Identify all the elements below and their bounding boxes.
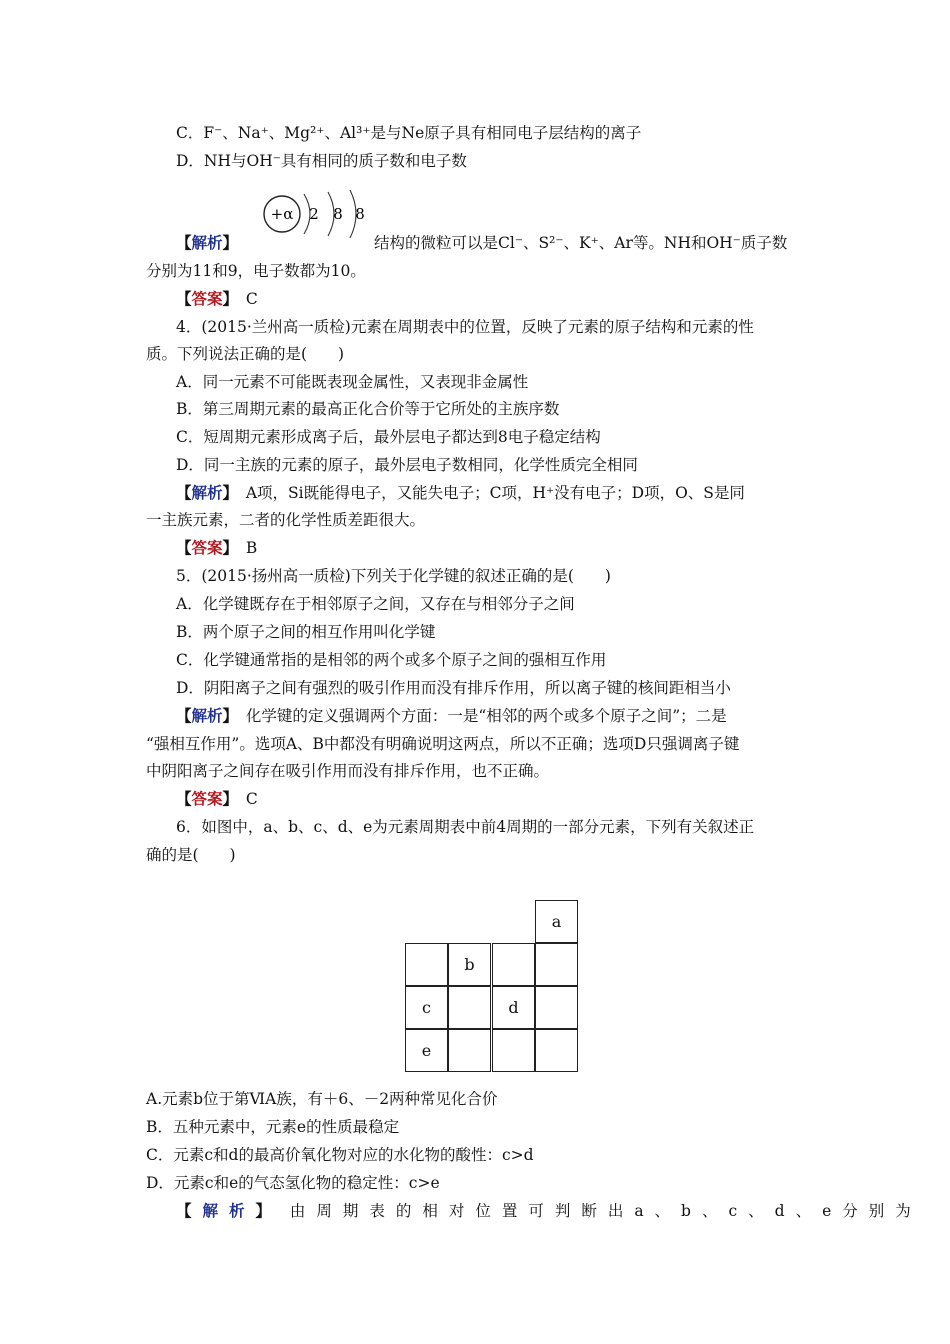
q5-option-c: C．化学键通常指的是相邻的两个或多个原子之间的强相互作用: [176, 651, 607, 669]
q4-analysis: 【解析】 A项，Si既能得电子，又能失电子；C项，H⁺没有电子；D项，O、S是同: [176, 483, 745, 502]
q4-stem-2: 质。下列说法正确的是( ): [146, 345, 345, 363]
q6-option-a: A.元素b位于第ⅥA族，有＋6、－2两种常见化合价: [146, 1090, 498, 1108]
q4-analysis-text-2: 一主族元素，二者的化学性质差距很大。: [146, 511, 426, 529]
q4-option-a: A．同一元素不可能既表现金属性，又表现非金属性: [176, 373, 529, 391]
q4-stem: 4．(2015·兰州高一质检)元素在周期表中的位置，反映了元素的原子结构和元素的性: [176, 318, 754, 336]
cell-d: d: [492, 986, 535, 1029]
q5-option-a: A．化学键既存在于相邻原子之间，又存在与相邻分子之间: [176, 595, 575, 613]
cell-a: a: [535, 900, 578, 943]
q4-option-c: C．短周期元素形成离子后，最外层电子都达到8电子稳定结构: [176, 428, 601, 446]
q4-option-d: D．同一主族的元素的原子，最外层电子数相同，化学性质完全相同: [176, 456, 638, 474]
q5-option-b: B．两个原子之间的相互作用叫化学键: [176, 623, 436, 641]
q3-answer-value: C: [245, 290, 258, 308]
q5-analysis-text: 化学键的定义强调两个方面：一是“相邻的两个或多个原子之间”；二是: [245, 707, 727, 725]
q3-option-c: C．F⁻、Na⁺、Mg²⁺、Al³⁺是与Ne原子具有相同电子层结构的离子: [176, 124, 642, 142]
q6-option-d: D．元素c和e的气态氢化物的稳定性：c>e: [146, 1174, 440, 1192]
q5-option-d: D．阴阳离子之间有强烈的吸引作用而没有排斥作用，所以离子键的核间距相当小: [176, 679, 731, 697]
atom-shell-3: 8: [355, 205, 365, 223]
cell-empty: [448, 1029, 491, 1072]
cell-empty: [535, 1029, 578, 1072]
q3-analysis-label: 【解析】: [176, 233, 239, 252]
cell-empty: [448, 986, 491, 1029]
q5-answer-value: C: [245, 790, 258, 808]
q4-answer: 【答案】 B: [176, 538, 258, 557]
q5-analysis-text-2: “强相互作用”。选项A、B中都没有明确说明这两点，所以不正确；选项D只强调离子键: [146, 735, 740, 753]
q3-analysis-text-2: 分别为11和9，电子数都为10。: [146, 262, 366, 280]
q4-answer-value: B: [245, 539, 258, 557]
atom-shell-2: 8: [333, 205, 343, 223]
q6-stem: 6．如图中，a、b、c、d、e为元素周期表中前4周期的一部分元素，下列有关叙述正: [176, 818, 755, 836]
cell-empty: [492, 943, 535, 986]
atom-shell-1: 2: [309, 205, 319, 223]
q4-option-b: B．第三周期元素的最高正化合价等于它所处的主族序数: [176, 400, 560, 418]
atom-nucleus: +α: [270, 205, 294, 223]
cell-empty: [535, 986, 578, 1029]
atom-structure-diagram: [258, 190, 368, 242]
cell-empty: [492, 1029, 535, 1072]
q5-analysis: 【解析】 化学键的定义强调两个方面：一是“相邻的两个或多个原子之间”；二是: [176, 706, 727, 725]
q3-analysis-text: 结构的微粒可以是Cl⁻、S²⁻、K⁺、Ar等。NH和OH⁻质子数: [374, 234, 788, 252]
cell-b: b: [448, 943, 491, 986]
q5-analysis-text-3: 中阴阳离子之间存在吸引作用而没有排斥作用，也不正确。: [146, 762, 550, 780]
q6-analysis: 【解析】 由周期表的相对位置可判断出a、b、c、d、e分别为: [176, 1201, 922, 1220]
q6-option-b: B．五种元素中，元素e的性质最稳定: [146, 1118, 400, 1136]
cell-empty: [405, 943, 448, 986]
q6-stem-2: 确的是( ): [146, 846, 236, 864]
q5-stem: 5．(2015·扬州高一质检)下列关于化学键的叙述正确的是( ): [176, 567, 611, 585]
q6-option-c: C．元素c和d的最高价氧化物对应的水化物的酸性：c>d: [146, 1146, 534, 1164]
cell-e: e: [405, 1029, 448, 1072]
q5-answer: 【答案】 C: [176, 789, 258, 808]
q4-analysis-text: A项，Si既能得电子，又能失电子；C项，H⁺没有电子；D项，O、S是同: [245, 484, 745, 502]
q6-analysis-text: 由周期表的相对位置可判断出a、b、c、d、e分别为: [289, 1202, 922, 1220]
q3-answer: 【答案】 C: [176, 289, 258, 308]
q3-option-d: D．NH与OH⁻具有相同的质子数和电子数: [176, 152, 467, 170]
cell-empty: [535, 943, 578, 986]
cell-c: c: [405, 986, 448, 1029]
